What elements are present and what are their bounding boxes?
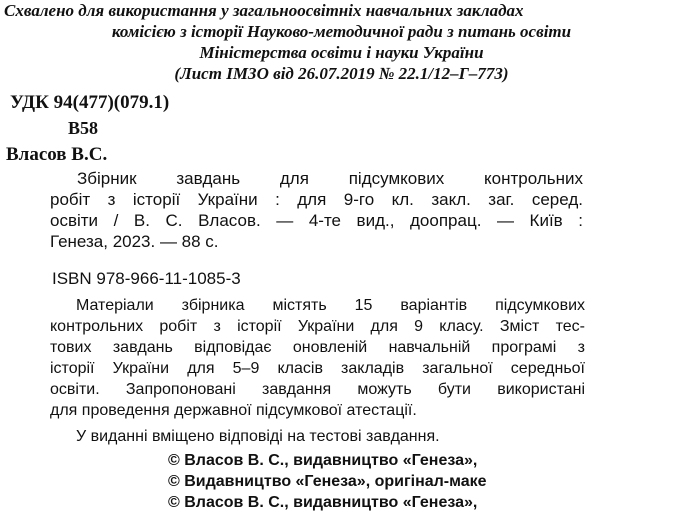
abstract-line-2: контрольних робіт з історії України для 9 класу. Зміст тес- [50, 318, 585, 335]
copyright-line-2: © Видавництво «Генеза», оригінал-маке [168, 473, 487, 490]
abstract-line-6: для проведення державної підсумкової атестації. [50, 402, 417, 419]
abstract-line-5: освіти. Запропоновані завдання можуть бути використані [50, 381, 585, 398]
author-name: Власов В.С. [6, 144, 108, 165]
author-sign-code: В58 [68, 118, 99, 138]
udk-classification: УДК 94(477)(079.1) [10, 92, 170, 113]
approval-note-line-1: Схвалено для використання у загальноосвітніх навчальних закладах [4, 1, 524, 20]
bibliographic-line-4: Генеза, 2023. — 88 с. [50, 232, 219, 251]
isbn-number: ISBN 978-966-11-1085-3 [52, 269, 241, 288]
approval-note-line-4: (Лист ІМЗО від 26.07.2019 № 22.1/12–Г–773) [174, 64, 509, 83]
abstract-line-1: Матеріали збірника містять 15 варіантів підсумкових [76, 297, 585, 314]
abstract-line-7: У виданні вміщено відповіді на тестові завдання. [76, 428, 440, 445]
abstract-line-3: тових завдань відповідає оновленій навчальній програмі з [50, 339, 585, 356]
approval-note-line-2: комісією з історії Науково-методичної ради з питань освіти [111, 22, 572, 41]
bibliographic-line-2: робіт з історії України : для 9-го кл. закл. заг. серед. [50, 190, 583, 209]
bibliographic-line-3: освіти / В. С. Власов. — 4-те вид., доопрац. — Київ : [50, 211, 583, 230]
approval-note-line-3: Міністерства освіти і науки України [199, 43, 484, 62]
abstract-line-4: історії України для 5–9 класів закладів загальної середньої [50, 360, 585, 377]
copyright-line-3: © Власов В. С., видавництво «Генеза», [168, 494, 478, 511]
bibliographic-line-1: Збірник завдань для підсумкових контрольних [77, 169, 583, 188]
copyright-line-1: © Власов В. С., видавництво «Генеза», [168, 452, 478, 469]
